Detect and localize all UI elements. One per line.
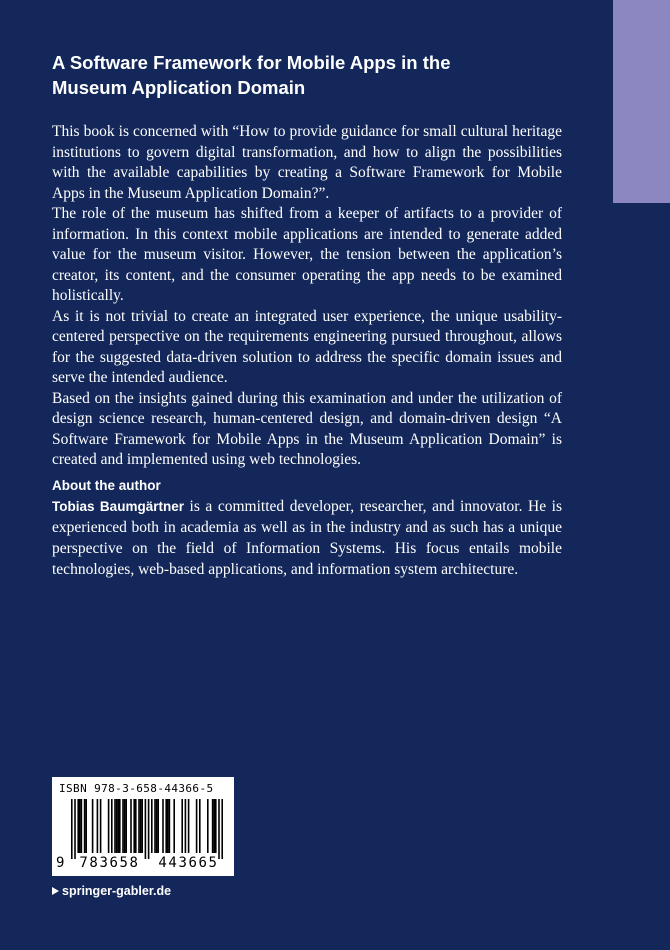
blurb-paragraph: As it is not trivial to create an integrated user experience, the unique usability-centered perspective on the requirements engineering pursued throughout, allows for the suggested data-driven solution to address the specific domain issues and serve the intended audience. — [52, 307, 562, 386]
barcode-bar — [119, 799, 121, 853]
barcode-bar — [207, 799, 209, 853]
barcode-bar — [162, 799, 164, 853]
barcode-bar — [117, 799, 119, 853]
author-bio-text: is a committed developer, researcher, and innovator. He is experienced both in academia as well as in the industry and as such has a unique perspective on the field of Information Systems. His focus entails mobile technologies, web-based applications, and information system architecture. — [52, 498, 562, 578]
barcode-guard-bar — [148, 799, 150, 859]
isbn-number: ISBN 978-3-658-44366-5 — [59, 782, 214, 795]
barcode-bar — [185, 799, 187, 853]
barcode-bar — [188, 799, 190, 853]
barcode-bar — [92, 799, 94, 853]
barcode-bar — [151, 799, 153, 853]
barcode-bar — [196, 799, 198, 853]
barcode-bar — [114, 799, 116, 853]
barcode-bar — [108, 799, 110, 853]
isbn-barcode — [52, 777, 234, 876]
barcode-bar — [81, 799, 83, 853]
barcode-bar — [213, 799, 215, 853]
barcode-bar — [138, 799, 140, 853]
barcode-bar — [141, 799, 143, 853]
barcode-bar — [157, 799, 159, 853]
book-title — [52, 50, 472, 100]
barcode-bar — [122, 799, 124, 853]
barcode-guard-bar — [71, 799, 73, 859]
barcode-bar — [116, 799, 118, 853]
barcode-bar — [140, 799, 142, 853]
barcode-bars — [57, 799, 229, 859]
author-name: Tobias Baumgärtner — [52, 499, 184, 514]
barcode-bar — [215, 799, 217, 853]
publisher-link[interactable] — [52, 884, 171, 898]
barcode-bar — [97, 799, 99, 853]
accent-block — [613, 0, 670, 203]
barcode-bar — [133, 799, 135, 853]
barcode-guard-bar — [74, 799, 76, 859]
barcode-right-digits: 443665 — [158, 855, 219, 871]
blurb-paragraph: Based on the insights gained during this examination and under the utilization of design science research, human-centered design, and domain-driven design “A Software Framework for Mobile Apps in the Museum Application Domain” is created and implemented using web technologies. — [52, 389, 562, 468]
barcode-bar — [181, 799, 183, 853]
barcode-bar — [79, 799, 81, 853]
barcode-left-digits: 783658 — [79, 855, 140, 871]
barcode-bar — [85, 799, 87, 853]
barcode-bar — [84, 799, 86, 853]
barcode-bar — [154, 799, 156, 853]
book-blurb — [52, 122, 562, 471]
barcode-bar — [111, 799, 113, 853]
about-author-heading: About the author — [52, 478, 161, 493]
publisher-url: springer-gabler.de — [62, 884, 172, 898]
barcode-bar — [124, 799, 126, 853]
barcode-bar — [130, 799, 132, 853]
barcode-bar — [156, 799, 158, 853]
barcode-bar — [212, 799, 214, 853]
author-bio — [52, 496, 562, 580]
book-title-line-1: A Software Framework for Mobile Apps in the — [52, 52, 451, 73]
barcode-bar — [77, 799, 79, 853]
barcode-bar — [125, 799, 127, 853]
barcode-bar — [167, 799, 169, 853]
barcode-bar — [135, 799, 137, 853]
barcode-guard-bar — [221, 799, 223, 859]
barcode-bar — [100, 799, 102, 853]
barcode-bar — [173, 799, 175, 853]
barcode-bar — [165, 799, 167, 853]
barcode-guard-bar — [218, 799, 220, 859]
barcode-bar — [199, 799, 201, 853]
blurb-paragraph: This book is concerned with “How to provide guidance for small cultural heritage institutions to govern digital transformation, and how to align the possibilities with the available capabilities by creating a Software Framework for Mobile Apps in the Museum Application Domain?”. — [52, 123, 562, 202]
triangle-right-icon — [52, 887, 59, 895]
barcode-first-digit: 9 — [56, 855, 65, 871]
blurb-paragraph: The role of the museum has shifted from a keeper of artifacts to a provider of information. In this context mobile applications are intended to generate added value for the museum visitor. However, the tension between the application’s creator, its content, and the consumer operating the app needs to be examined holistically. — [52, 205, 562, 304]
barcode-guard-bar — [145, 799, 147, 859]
book-title-line-2: Museum Application Domain — [52, 77, 306, 98]
barcode-bar — [169, 799, 171, 853]
barcode-digits — [56, 855, 228, 871]
